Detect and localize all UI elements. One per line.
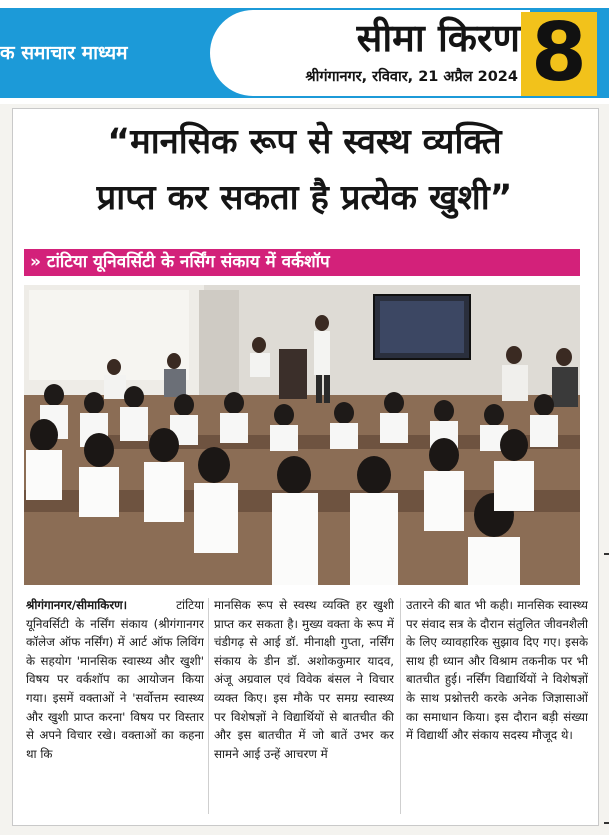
column-divider bbox=[208, 598, 209, 814]
page-edge-mark bbox=[604, 822, 609, 824]
edition-dateline: श्रीगंगानगर, रविवार, 21 अप्रैल 2024 bbox=[305, 69, 518, 85]
article-body-column-1 bbox=[26, 596, 204, 820]
headline-line-1: “मानसिक रूप से स्वस्थ व्यक्ति bbox=[107, 122, 502, 162]
article-body-column-3: उतारने की बात भी कही। मानसिक स्वास्थ्य पर संवाद सत्र के दौरान संतुलित जीवनशैली के लिए व्यावहारिक सुझाव दिए गए। इसके साथ ही ध्यान और विश्राम तकनीक पर भी बातचीत हुई। नर्सिंग विद्यार्थियों ने विशेषज्ञों के साथ प्रश्नोत्तरी करके अनेक जिज्ञासाओं का समाधान किया। इस दौरान बड़ी संख्या में विद्यार्थी और संकाय सदस्य मौजूद थे। bbox=[406, 598, 588, 743]
subheadline: » टांटिया यूनिवर्सिटी के नर्सिंग संकाय में वर्कशॉप bbox=[30, 252, 330, 272]
masthead-tagline: क समाचार माध्यम bbox=[0, 42, 128, 64]
newspaper-name: सीमा किरण bbox=[356, 16, 520, 60]
headline-line-2: प्राप्त कर सकता है प्रत्येक खुशी” bbox=[96, 178, 513, 218]
page-edge-mark bbox=[604, 553, 609, 555]
headline bbox=[14, 114, 595, 244]
column-divider bbox=[400, 598, 401, 814]
article-body-column-1-text: टांटिया यूनिवर्सिटी के नर्सिंग संकाय (श्रीगंगानगर कॉलेज ऑफ नर्सिंग) में आर्ट ऑफ लिविंग के सहयोग 'मानसिक स्वास्थ्य और खुशी' विषय पर वर्कशॉप का आयोजन किया गया। इसमें वक्ताओं ने 'सर्वोत्तम स्वास्थ्य और खुशी प्राप्त करना' विषय पर विस्तार से अपने विचार रखे। वक्ताओं का कहना था कि bbox=[26, 598, 204, 761]
article-body-column-2: मानसिक रूप से स्वस्थ व्यक्ति हर खुशी प्राप्त कर सकता है। मुख्य वक्ता के रूप में चंडीगढ़ से आई डॉ. मीनाक्षी गुप्ता, नर्सिंग संकाय के डीन डॉ. अशोककुमार यादव, अंजू अग्रवाल एवं विवेक बंसल ने विचार व्यक्त किए। इस मौके पर समग्र स्वास्थ्य पर विशेषज्ञों ने विद्यार्थियों से बातचीत की और इस बातचीत में जो बातें उभर कर सामने आई उन्हें आचरण में bbox=[214, 598, 394, 761]
article-dateline: श्रीगंगानगर/सीमाकिरण। bbox=[26, 598, 128, 612]
workshop-photo bbox=[24, 285, 580, 585]
page-number: 8 bbox=[531, 6, 587, 99]
workshop-photo-illustration bbox=[24, 285, 580, 585]
